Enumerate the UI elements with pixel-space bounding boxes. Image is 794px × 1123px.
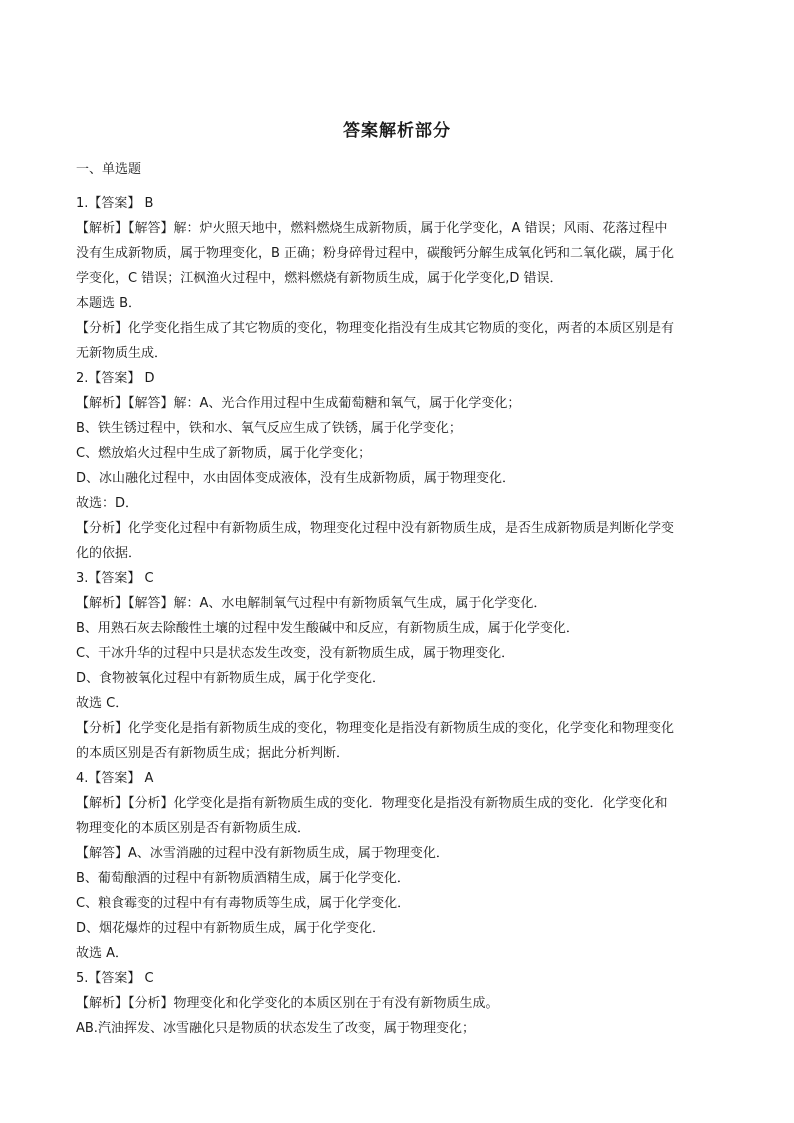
text-line: 【解析】【分析】物理变化和化学变化的本质区别在于有没有新物质生成。 (76, 996, 499, 1011)
text-line: 【分析】化学变化指生成了其它物质的变化，物理变化指没有生成其它物质的变化，两者的本质区别是有 (76, 321, 675, 336)
text-line: 【解析】【解答】解：A、水电解制氧气过程中有新物质氧气生成，属于化学变化． (76, 596, 547, 611)
text-line: 故选：D． (76, 496, 139, 511)
text-line: 【解答】A、冰雪消融的过程中没有新物质生成，属于物理变化． (76, 846, 449, 861)
text-line: 1.【答案】 B (76, 196, 154, 211)
text-line: C、粮食霉变的过程中有有毒物质等生成，属于化学变化． (76, 896, 411, 911)
text-line: B、用熟石灰去除酸性土壤的过程中发生酸碱中和反应，有新物质生成，属于化学变化． (76, 621, 579, 636)
text-line: 【解析】【解答】解：A、光合作用过程中生成葡萄糖和氧气，属于化学变化； (76, 396, 521, 411)
text-line: 3.【答案】 C (76, 571, 154, 586)
text-line: 没有生成新物质，属于物理变化，B 正确；粉身碎骨过程中，碳酸钙分解生成氧化钙和二氧化碳，属于化 (76, 246, 675, 261)
text-line: C、燃放焰火过程中生成了新物质，属于化学变化； (76, 446, 372, 461)
text-line: 2.【答案】 D (76, 371, 155, 386)
text-line: 的本质区别是否有新物质生成；据此分析判断． (76, 746, 350, 761)
text-line: B、铁生锈过程中，铁和水、氧气反应生成了铁锈，属于化学变化； (76, 421, 462, 436)
text-line: D、烟花爆炸的过程中有新物质生成，属于化学变化． (76, 921, 386, 936)
text-line: 4.【答案】 A (76, 771, 154, 786)
text-line: 故选 A． (76, 946, 129, 961)
text-line: 无新物质生成． (76, 346, 168, 361)
text-line: C、干冰升华的过程中只是状态发生改变，没有新物质生成，属于物理变化． (76, 646, 515, 661)
text-line: 5.【答案】 C (76, 971, 154, 986)
text-line: 【解析】【解答】解：炉火照天地中，燃料燃烧生成新物质，属于化学变化，A 错误；风雨、花落过程中 (76, 221, 668, 236)
text-line: AB.汽油挥发、冰雪融化只是物质的状态发生了改变，属于物理变化； (76, 1021, 475, 1036)
text-line: D、食物被氧化过程中有新物质生成，属于化学变化． (76, 671, 386, 686)
text-line: 【分析】化学变化过程中有新物质生成，物理变化过程中没有新物质生成，是否生成新物质是判断化学变 (76, 521, 675, 536)
text-line: 【分析】化学变化是指有新物质生成的变化，物理变化是指没有新物质生成的变化，化学变化和物理变化 (76, 721, 675, 736)
text-line: 物理变化的本质区别是否有新物质生成． (76, 821, 311, 836)
text-line: 化的依据． (76, 546, 142, 561)
text-line: D、冰山融化过程中，水由固体变成液体，没有生成新物质，属于物理变化． (76, 471, 516, 486)
text-line: 本题选 B． (76, 296, 142, 311)
section-heading: 一、单选题 (76, 162, 142, 177)
text-line: 故选 C． (76, 696, 129, 711)
page-title: 答案解析部分 (343, 121, 451, 141)
text-line: 【解析】【分析】化学变化是指有新物质生成的变化．物理变化是指没有新物质生成的变化．化学变化和 (76, 796, 668, 811)
text-line: 学变化，C 错误；江枫渔火过程中，燃料燃烧有新物质生成，属于化学变化,D 错误． (76, 271, 563, 286)
text-line: B、葡萄酿酒的过程中有新物质酒精生成，属于化学变化． (76, 871, 410, 886)
